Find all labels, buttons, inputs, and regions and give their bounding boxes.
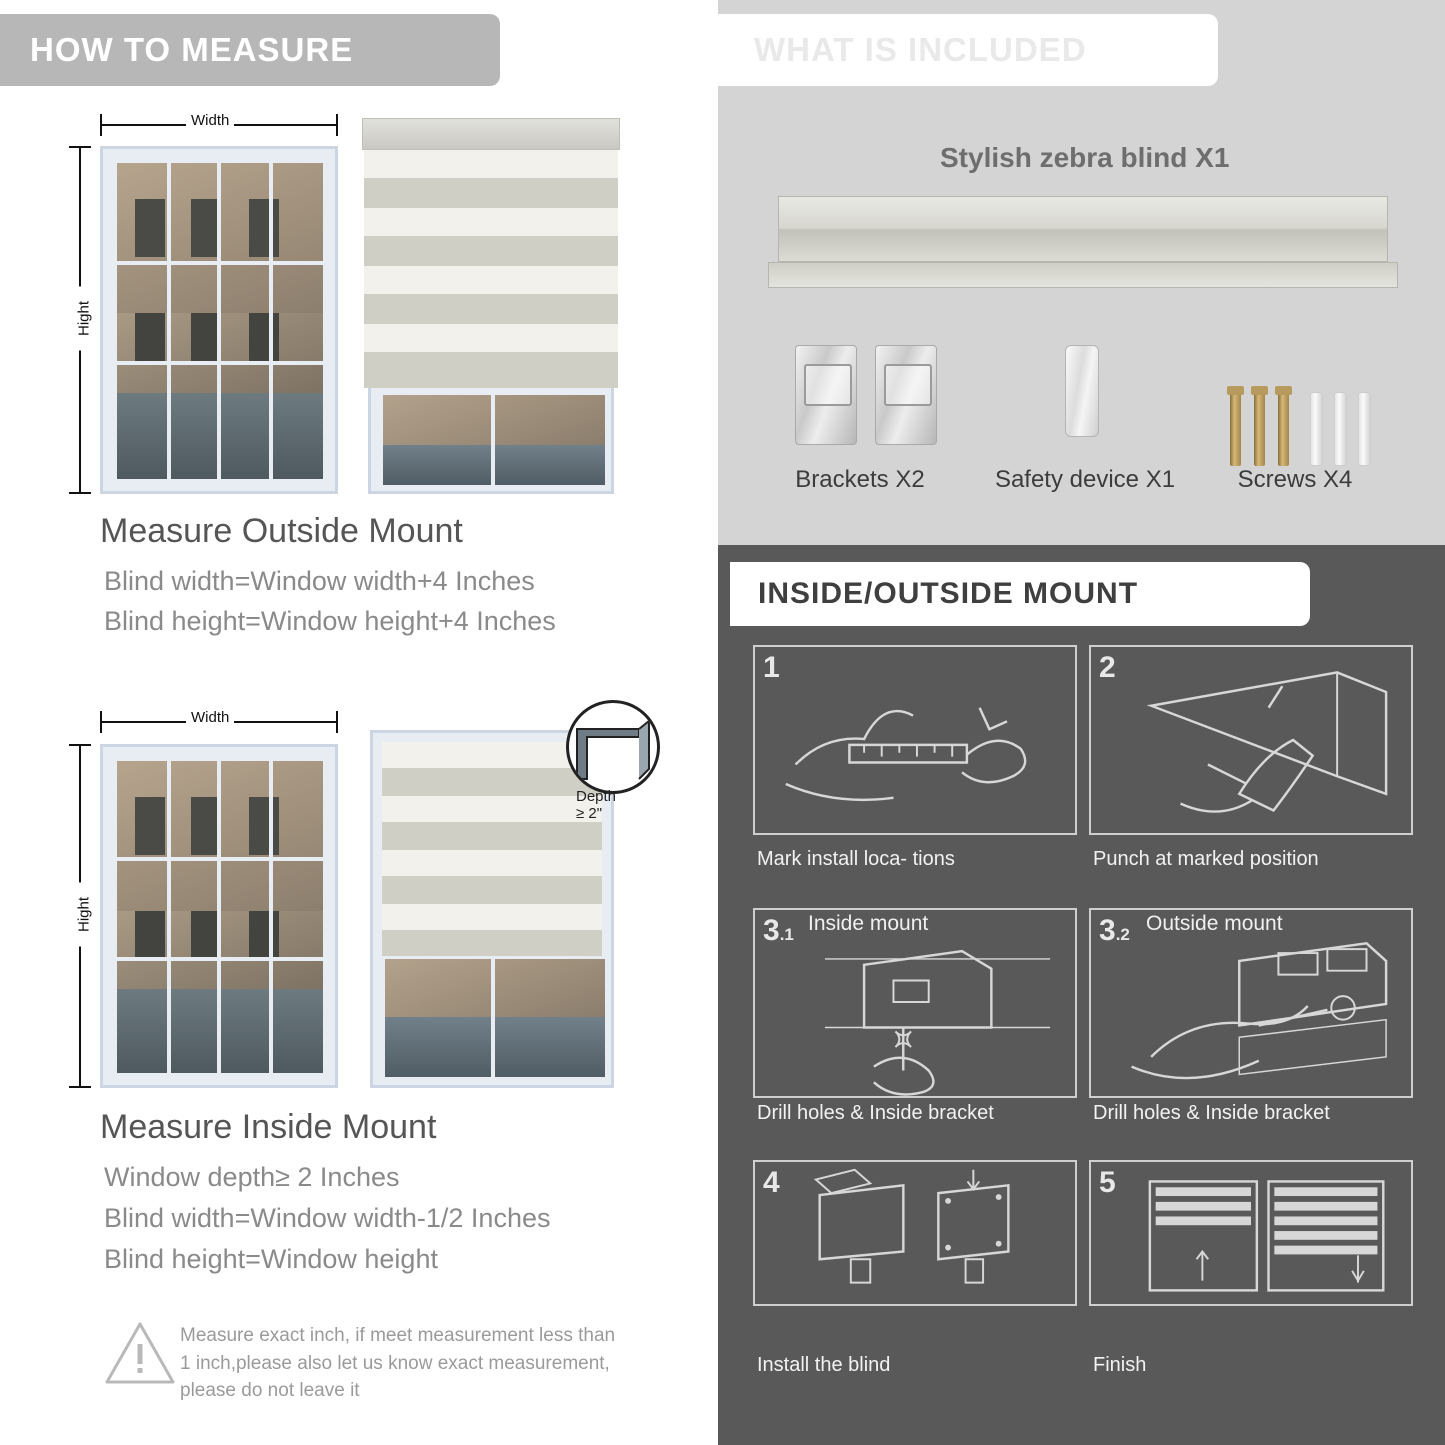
height-label-inside: Hight bbox=[76, 883, 93, 947]
inside-outside-mount-header: INSIDE/OUTSIDE MOUNT bbox=[730, 562, 1310, 626]
height-tick-bottom bbox=[69, 492, 91, 494]
width-tick-right bbox=[336, 114, 338, 136]
window-glass-inside-blind bbox=[385, 959, 605, 1077]
step-3-1-caption: Drill holes & Inside bracket bbox=[757, 1102, 994, 1124]
window-mullions-outside bbox=[117, 163, 323, 479]
step-5-caption: Finish bbox=[1093, 1354, 1147, 1376]
bracket-part-1 bbox=[795, 345, 857, 445]
zebra-blind-outside bbox=[364, 150, 618, 388]
step-1-figure bbox=[753, 645, 1077, 835]
inside-mount-title: Measure Inside Mount bbox=[100, 1108, 437, 1146]
step-4-figure bbox=[753, 1160, 1077, 1306]
width-label-inside: Width bbox=[186, 709, 234, 726]
window-glass-outside bbox=[117, 163, 323, 479]
height-label: Hight bbox=[76, 287, 93, 351]
window-mullions-inside bbox=[117, 761, 323, 1073]
step-3-2-inline-label: Outside mount bbox=[1146, 912, 1283, 935]
inside-mount-line-2: Blind width=Window width-1/2 Inches bbox=[104, 1203, 551, 1233]
width-tick-left bbox=[100, 114, 102, 136]
outside-mount-line-2: Blind height=Window height+4 Inches bbox=[104, 606, 556, 636]
step-5-figure bbox=[1089, 1160, 1413, 1306]
safety-device-part bbox=[1065, 345, 1099, 437]
screw-part-2 bbox=[1254, 392, 1265, 466]
zebra-blind-rail-lip bbox=[768, 262, 1398, 288]
step-3-2-number: 3.2 bbox=[1099, 914, 1130, 947]
screw-part-3 bbox=[1278, 392, 1289, 466]
outside-mount-line-1: Blind width=Window width+4 Inches bbox=[104, 566, 535, 596]
step-1-caption: Mark install loca- tions bbox=[757, 848, 955, 870]
height-tick-top bbox=[69, 146, 91, 148]
window-outline-with-blind bbox=[368, 380, 614, 494]
step-3-2-caption: Drill holes & Inside bracket bbox=[1093, 1102, 1330, 1124]
window-outline-outside bbox=[100, 146, 338, 494]
width-tick-left-inside bbox=[100, 711, 102, 733]
how-to-measure-header: HOW TO MEASURE bbox=[0, 14, 500, 86]
window-outline-inside bbox=[100, 744, 338, 1088]
included-main-item-label: Stylish zebra blind X1 bbox=[940, 142, 1230, 173]
step-1-number: 1 bbox=[763, 651, 780, 684]
warning-triangle-icon bbox=[104, 1320, 176, 1386]
step-3-1-inline-label: Inside mount bbox=[808, 912, 929, 935]
inside-mount-line-3: Blind height=Window height bbox=[104, 1244, 438, 1274]
height-tick-top-inside bbox=[69, 744, 91, 746]
step-4-caption: Install the blind bbox=[757, 1354, 891, 1376]
step-2-figure bbox=[1089, 645, 1413, 835]
how-to-measure-panel bbox=[0, 0, 712, 1445]
step-2-number: 2 bbox=[1099, 651, 1116, 684]
step-3-2-figure bbox=[1089, 908, 1413, 1098]
step-3-1-figure bbox=[753, 908, 1077, 1098]
anchor-part-2 bbox=[1334, 392, 1347, 466]
step-5-number: 5 bbox=[1099, 1166, 1116, 1199]
zebra-blind-rail bbox=[778, 196, 1388, 262]
depth-magnifier-icon bbox=[566, 700, 660, 794]
what-is-included-header: WHAT IS INCLUDED bbox=[718, 14, 1218, 86]
bracket-part-2 bbox=[875, 345, 937, 445]
safety-device-caption: Safety device X1 bbox=[994, 466, 1176, 493]
window-glass-with-blind bbox=[383, 395, 605, 485]
step-2-caption: Punch at marked position bbox=[1093, 848, 1319, 870]
anchor-part-3 bbox=[1358, 392, 1371, 466]
step-4-number: 4 bbox=[763, 1166, 780, 1199]
bracket-caption: Brackets X2 bbox=[795, 466, 925, 493]
width-label: Width bbox=[186, 112, 234, 129]
inside-mount-line-1: Window depth≥ 2 Inches bbox=[104, 1162, 400, 1192]
step-3-1-number: 3.1 bbox=[763, 914, 794, 947]
depth-label: Depth ≥ 2" bbox=[576, 788, 617, 822]
outside-mount-title: Measure Outside Mount bbox=[100, 512, 463, 550]
measure-note-text: Measure exact inch, if meet measurement less than 1 inch,please also let us know exact measurement, please do not leave it bbox=[180, 1325, 616, 1402]
blind-headrail-outside bbox=[362, 118, 620, 150]
window-glass-inside bbox=[117, 761, 323, 1073]
screw-part-1 bbox=[1230, 392, 1241, 466]
width-tick-right-inside bbox=[336, 711, 338, 733]
height-tick-bottom-inside bbox=[69, 1086, 91, 1088]
anchor-part-1 bbox=[1310, 392, 1323, 466]
screws-caption: Screws X4 bbox=[1237, 466, 1353, 493]
